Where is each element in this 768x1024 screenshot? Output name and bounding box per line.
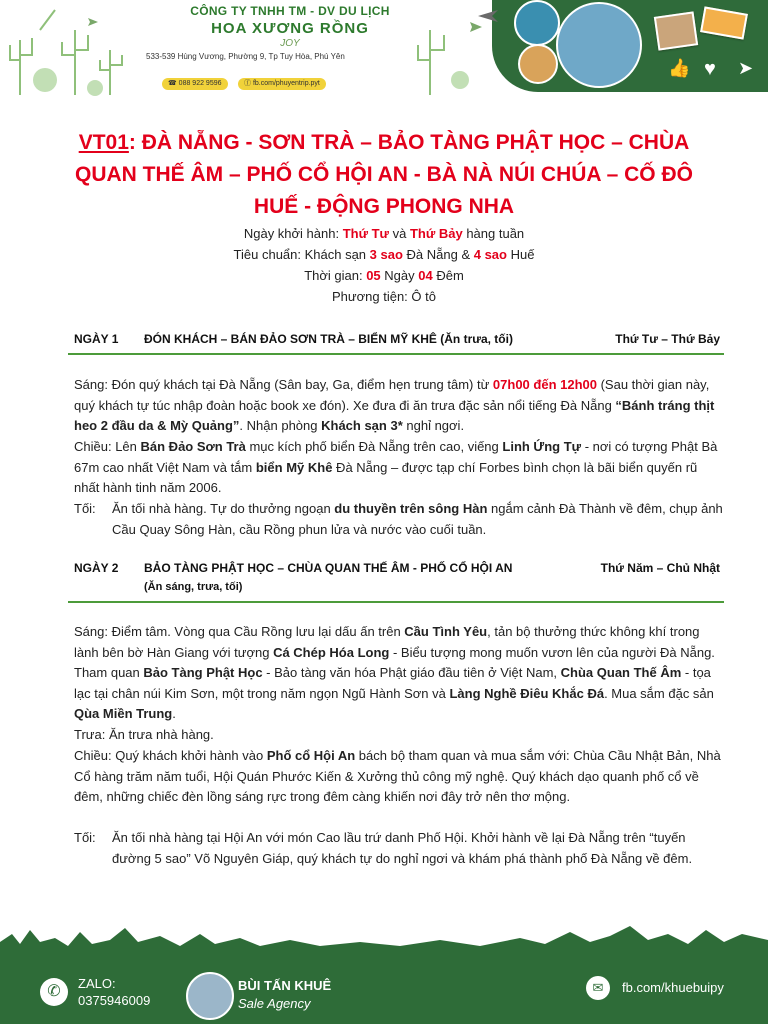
day2-morning-text-4: - Bảo tàng văn hóa Phật giáo đầu tiên ở Việt Nam, <box>262 665 561 680</box>
day2-divider <box>68 601 724 603</box>
day2-morning-text-5: - tọa lạc tại chân núi Kim Sơn, một trong năm ngọn Ngũ Hành Sơn và <box>74 665 711 701</box>
day1-evening <box>74 499 724 540</box>
day2-morning <box>74 622 724 725</box>
day1-label: NGÀY 1 <box>74 332 119 346</box>
day2-morning-text-1: Điểm tâm. Vòng qua Cầu Rồng lưu lại dấu ấn trên <box>111 624 405 639</box>
tour-route: : ĐÀ NẴNG - SƠN TRÀ – BẢO TÀNG PHẬT HỌC – CHÙA QUAN THẾ ÂM – PHỐ CỔ HỘI AN - BÀ NÀ NÚI CHÚA – CỐ ĐÔ HUẾ - ĐỘNG PHONG NHA <box>75 131 693 218</box>
page-footer <box>0 948 768 1024</box>
company-block <box>140 4 440 61</box>
day1-morning-dish: “Bánh tráng thịt heo 2 đầu da & Mỳ Quảng” <box>74 397 715 433</box>
departure-day-1: Thứ Tư <box>342 226 389 241</box>
day1-morning-text-1: Đón quý khách tại Đà Nẵng (Sân bay, Ga, điểm hẹn trung tâm) từ <box>111 377 493 392</box>
day1-afternoon-text-1: Lên <box>115 439 141 454</box>
day2-morning-text-3: - Biểu tượng mong muốn vươn lên của người Đà Nẵng. Tham quan <box>74 644 715 680</box>
day2-subtitle: (Ăn sáng, trưa, tối) <box>144 581 243 593</box>
day1-evening-text <box>112 499 724 540</box>
facebook-icon: ⓕ <box>244 80 253 87</box>
standard-star-2: 4 sao <box>473 247 507 262</box>
day1-afternoon-text-2: mục kích phố biển Đà Nẵng trên cao, viếng <box>245 439 503 454</box>
phone-pill[interactable] <box>162 78 228 90</box>
day1-morning-text-4: nghỉ ngơi. <box>402 418 465 433</box>
company-name-line2: HOA XƯƠNG RỒNG <box>211 20 369 37</box>
day2-morning-text-6: . Mua sắm đặc sản <box>604 685 714 701</box>
plane-icon <box>478 8 498 24</box>
day1-morning <box>74 375 724 437</box>
ticket-photo <box>700 6 748 39</box>
day2-morning-bold-6: Qùa Miền Trung <box>74 706 173 721</box>
day1-evening-label: Tối: <box>74 501 96 516</box>
departure-day-2: Thứ Bảy <box>409 226 463 241</box>
day2-morning-bold-4: Chùa Quan Thế Âm <box>560 665 682 680</box>
standard-suffix: Huế <box>506 247 535 262</box>
cactus-right-icon <box>400 10 490 100</box>
standard-star-1: 3 sao <box>369 247 403 262</box>
zalo-number[interactable]: 0375946009 <box>78 993 151 1008</box>
day2-morning-bold-1: Cầu Tình Yêu <box>404 624 488 639</box>
facebook-link: fb.com/phuyentrip.pyt <box>252 80 320 87</box>
grass-silhouette <box>0 920 768 950</box>
cactus-decoration-icon <box>0 0 140 100</box>
day1-morning-hotel: Khách sạn 3* <box>321 418 403 433</box>
day1-afternoon-bold-1: Bán Đảo Sơn Trà <box>140 439 246 454</box>
departure-label: Ngày khởi hành: <box>243 226 343 241</box>
duration-info <box>0 268 768 283</box>
departure-info <box>0 226 768 241</box>
day1-evening-bold: du thuyền trên sông Hàn <box>334 501 488 516</box>
facebook-footer-link[interactable]: fb.com/khuebuipy <box>622 980 724 995</box>
company-name-line1: CÔNG TY TNHH TM - DV DU LỊCH <box>190 4 390 18</box>
day1-morning-text-2: (Sau thời gian này, quý khách tự túc nhập đoàn hoặc book xe đón). Xe đưa đi ăn trưa đặc sản nổi tiếng Đà Nẵng <box>74 377 710 413</box>
departure-and: và <box>388 226 410 241</box>
day2-morning-text-7: . <box>172 706 176 721</box>
banner-photo-1 <box>514 0 560 46</box>
send-icon: ➤ <box>738 58 754 78</box>
day2-morning-bold-2: Cá Chép Hóa Long <box>273 644 390 660</box>
standard-info <box>0 247 768 262</box>
banner-photo-2 <box>518 44 558 84</box>
day2-label: NGÀY 2 <box>74 561 119 575</box>
day2-morning-bold-3: Bảo Tàng Phật Học <box>143 665 263 680</box>
day1-title: ĐÓN KHÁCH – BÁN ĐẢO SƠN TRÀ – BIỂN MỸ KHÊ (Ăn trưa, tối) <box>144 332 513 346</box>
day1-divider <box>68 353 724 355</box>
company-address: 533-539 Hùng Vương, Phường 9, Tp Tuy Hòa, Phú Yên <box>146 52 345 61</box>
messenger-icon[interactable]: ✉ <box>586 976 610 1000</box>
day2-morning-label: Sáng: <box>74 624 112 639</box>
day1-morning-text-3: . Nhận phòng <box>239 418 322 433</box>
standard-label: Tiêu chuẩn: Khách sạn <box>233 247 370 262</box>
day2-afternoon-text-1: Quý khách khởi hành vào <box>115 748 267 763</box>
day2-title: BẢO TÀNG PHẬT HỌC – CHÙA QUAN THẾ ÂM - PHỐ CỔ HỘI AN <box>144 561 513 575</box>
day2-afternoon <box>74 746 724 808</box>
day1-days: Thứ Tư – Thứ Bảy <box>615 332 720 346</box>
agent-role: Sale Agency <box>238 996 311 1011</box>
duration-label: Thời gian: <box>304 268 367 283</box>
duration-suffix: Đêm <box>432 268 464 283</box>
day1-afternoon-text-3: - nơi có tượng Phật Bà 67m cao nhất Việt Nam và tắm <box>74 439 718 475</box>
day2-afternoon-label: Chiều: <box>74 748 116 763</box>
heart-icon: ♥ <box>704 58 716 80</box>
day1-afternoon <box>74 437 724 499</box>
standard-mid: Đà Nẵng & <box>402 247 474 262</box>
day1-evening-text-2: ngắm cảnh Đà Thành về đêm, chụp ảnh Cầu Quay Sông Hàn, cầu Rồng phun lửa và nước vào cuối tuần. <box>112 501 723 537</box>
transport-info: Phương tiện: Ô tô <box>332 289 436 304</box>
page-header <box>0 0 768 105</box>
duration-mid: Ngày <box>380 268 419 283</box>
day1-afternoon-text-4: Đà Nẵng – được tạp chí Forbes bình chọn là bãi biển quyến rũ nhất hành tinh năm 2006. <box>74 459 698 495</box>
day1-morning-time: 07h00 đến 12h00 <box>492 377 597 392</box>
phone-icon: ☎ <box>168 80 179 87</box>
thumbs-up-icon: 👍 <box>668 58 691 78</box>
day2-evening-text: Ăn tối nhà hàng tại Hội An với món Cao lầu trứ danh Phố Hội. Khởi hành về lại Đà Nẵng trên “tuyến đường 5 sao” Võ Nguyên Giáp, quý khách tự do nghỉ ngơi và khám phá thành phố Đà Nẵng về đêm. <box>112 830 693 866</box>
day1-evening-text-1: Ăn tối nhà hàng. Tự do thưởng ngoạn <box>112 501 335 516</box>
tour-code: VT01 <box>78 131 129 154</box>
zalo-label: ZALO: <box>78 976 116 991</box>
day2-noon: Trưa: Ăn trưa nhà hàng. <box>74 727 214 742</box>
day1-afternoon-label: Chiều: <box>74 439 116 454</box>
camera-photo <box>654 11 698 50</box>
company-tagline: JOY <box>280 38 300 49</box>
day2-morning-bold-5: Làng Nghề Điêu Khắc Đá <box>449 685 605 701</box>
day2-morning-text-2: , tản bộ thưởng thức không khí trong lành bên bờ Hàn Giang với tượng <box>74 624 700 660</box>
day2-days: Thứ Năm – Chủ Nhật <box>600 561 720 575</box>
day2-afternoon-bold-1: Phố cổ Hội An <box>266 748 356 763</box>
day1-morning-label: Sáng: <box>74 377 112 392</box>
duration-nights: 04 <box>418 268 433 283</box>
facebook-pill[interactable] <box>238 78 326 90</box>
duration-days: 05 <box>366 268 381 283</box>
agent-name: BÙI TẤN KHUÊ <box>238 978 332 993</box>
departure-suffix: hàng tuần <box>462 226 525 241</box>
header-banner <box>492 0 768 92</box>
day2-evening-label: Tối: <box>74 830 96 845</box>
day2-afternoon-text-2: bách bộ tham quan và mua sắm với: Chùa Cầu Nhật Bản, Nhà Cổ hàng trăm năm tuổi, Hội Quán Phước Kiến & Xưởng thủ công mỹ nghệ. Quý khách dạo quanh phố cổ về đêm, những chiếc đèn lồng sáng rực trong đêm càng khiến nơi đây trở nên thơ mộng. <box>74 748 721 804</box>
phone-circle-icon[interactable]: ✆ <box>40 978 68 1006</box>
day2-evening <box>74 828 724 869</box>
tour-title <box>60 127 708 223</box>
day1-afternoon-bold-3: biển Mỹ Khê <box>255 459 333 475</box>
banner-photo-main <box>556 2 642 88</box>
agent-avatar <box>186 972 234 1020</box>
day1-afternoon-bold-2: Linh Ứng Tự <box>502 439 582 454</box>
phone-number: 088 922 9596 <box>178 80 222 87</box>
